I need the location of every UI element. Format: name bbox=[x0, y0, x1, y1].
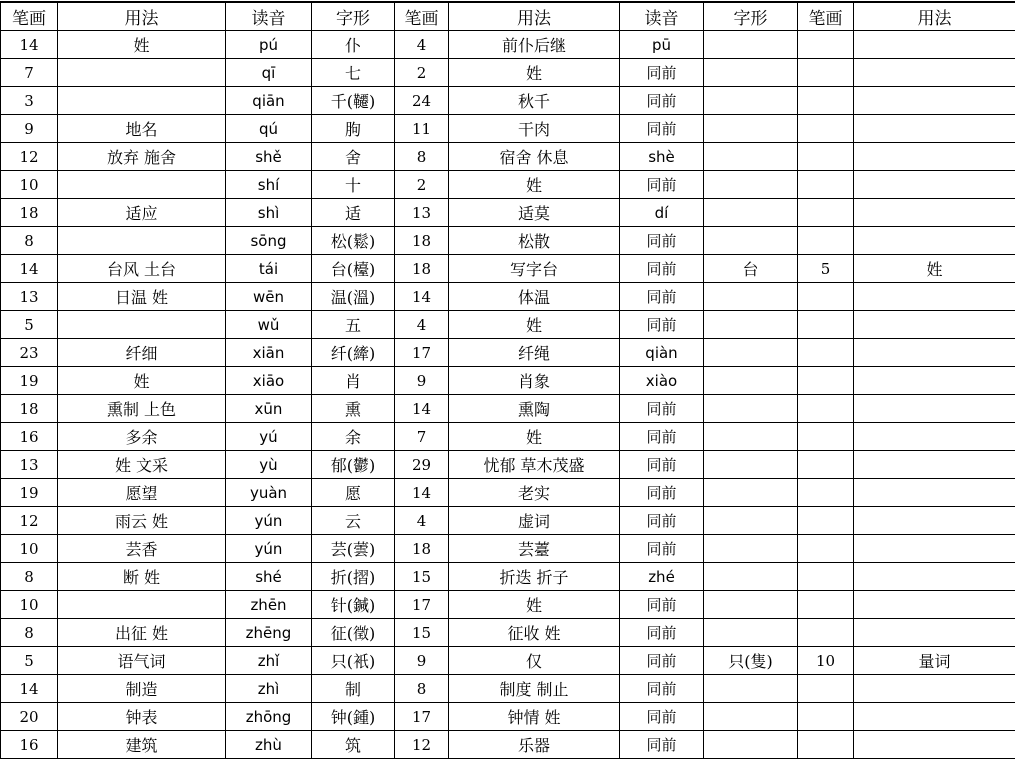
pronunciation-cell: 同前 bbox=[620, 227, 704, 255]
strokes-cell bbox=[798, 199, 854, 227]
glyph-cell bbox=[704, 507, 798, 535]
strokes-cell: 14 bbox=[1, 31, 58, 59]
usage-cell bbox=[854, 507, 1015, 535]
pronunciation-cell: 同前 bbox=[620, 647, 704, 675]
strokes-cell bbox=[798, 535, 854, 563]
strokes-cell bbox=[798, 227, 854, 255]
table-row bbox=[1, 423, 1015, 451]
strokes-cell: 5 bbox=[798, 255, 854, 283]
usage-cell: 多余 bbox=[58, 423, 226, 451]
usage-cell bbox=[854, 563, 1015, 591]
usage-cell: 征收 姓 bbox=[449, 619, 620, 647]
pronunciation-cell: zhǐ bbox=[226, 647, 312, 675]
glyph-cell bbox=[704, 311, 798, 339]
strokes-cell: 8 bbox=[1, 619, 58, 647]
glyph-cell bbox=[704, 563, 798, 591]
usage-cell bbox=[58, 591, 226, 619]
pronunciation-cell: zhì bbox=[226, 675, 312, 703]
usage-cell: 姓 bbox=[854, 255, 1015, 283]
strokes-cell bbox=[798, 451, 854, 479]
pronunciation-cell: tái bbox=[226, 255, 312, 283]
glyph-cell bbox=[704, 591, 798, 619]
pronunciation-cell: 同前 bbox=[620, 311, 704, 339]
strokes-cell: 15 bbox=[395, 619, 449, 647]
table-row bbox=[1, 59, 1015, 87]
header-pronunciation: 读音 bbox=[226, 2, 312, 31]
pronunciation-cell: dí bbox=[620, 199, 704, 227]
usage-cell bbox=[854, 479, 1015, 507]
usage-cell bbox=[854, 31, 1015, 59]
header-glyph: 字形 bbox=[704, 2, 798, 31]
usage-cell: 老实 bbox=[449, 479, 620, 507]
strokes-cell bbox=[798, 479, 854, 507]
usage-cell: 制度 制止 bbox=[449, 675, 620, 703]
pronunciation-cell: shì bbox=[226, 199, 312, 227]
usage-cell bbox=[854, 311, 1015, 339]
strokes-cell: 8 bbox=[1, 227, 58, 255]
usage-cell bbox=[854, 367, 1015, 395]
usage-cell bbox=[854, 143, 1015, 171]
usage-cell: 肖象 bbox=[449, 367, 620, 395]
strokes-cell: 11 bbox=[395, 115, 449, 143]
glyph-cell: 针(鍼) bbox=[312, 591, 395, 619]
usage-cell bbox=[854, 675, 1015, 703]
usage-cell: 雨云 姓 bbox=[58, 507, 226, 535]
glyph-cell: 熏 bbox=[312, 395, 395, 423]
usage-cell bbox=[58, 311, 226, 339]
strokes-cell bbox=[798, 59, 854, 87]
strokes-cell: 10 bbox=[1, 535, 58, 563]
pronunciation-cell: 同前 bbox=[620, 703, 704, 731]
pronunciation-cell: zhōng bbox=[226, 703, 312, 731]
strokes-cell bbox=[798, 563, 854, 591]
usage-cell: 适莫 bbox=[449, 199, 620, 227]
table-row bbox=[1, 535, 1015, 563]
strokes-cell bbox=[798, 339, 854, 367]
usage-cell: 姓 文采 bbox=[58, 451, 226, 479]
glyph-cell bbox=[704, 535, 798, 563]
strokes-cell bbox=[798, 367, 854, 395]
strokes-cell bbox=[798, 591, 854, 619]
usage-cell: 秋千 bbox=[449, 87, 620, 115]
glyph-cell bbox=[704, 675, 798, 703]
strokes-cell: 17 bbox=[395, 591, 449, 619]
glyph-cell: 松(鬆) bbox=[312, 227, 395, 255]
glyph-cell bbox=[704, 619, 798, 647]
glyph-cell: 温(溫) bbox=[312, 283, 395, 311]
pronunciation-cell: 同前 bbox=[620, 479, 704, 507]
pronunciation-cell: sōng bbox=[226, 227, 312, 255]
table-row bbox=[1, 87, 1015, 115]
usage-cell: 语气词 bbox=[58, 647, 226, 675]
strokes-cell: 3 bbox=[1, 87, 58, 115]
usage-cell bbox=[854, 451, 1015, 479]
usage-cell bbox=[854, 395, 1015, 423]
table-row bbox=[1, 367, 1015, 395]
usage-cell: 制造 bbox=[58, 675, 226, 703]
pronunciation-cell: xiào bbox=[620, 367, 704, 395]
strokes-cell: 9 bbox=[395, 367, 449, 395]
pronunciation-cell: wēn bbox=[226, 283, 312, 311]
usage-cell: 出征 姓 bbox=[58, 619, 226, 647]
glyph-cell: 愿 bbox=[312, 479, 395, 507]
strokes-cell: 18 bbox=[395, 535, 449, 563]
strokes-cell: 19 bbox=[1, 479, 58, 507]
table-row bbox=[1, 731, 1015, 759]
pronunciation-cell: shí bbox=[226, 171, 312, 199]
strokes-cell: 8 bbox=[395, 675, 449, 703]
strokes-cell: 12 bbox=[395, 731, 449, 759]
strokes-cell: 9 bbox=[395, 647, 449, 675]
usage-cell: 断 姓 bbox=[58, 563, 226, 591]
table-row bbox=[1, 115, 1015, 143]
header-usage: 用法 bbox=[58, 2, 226, 31]
usage-cell: 姓 bbox=[58, 31, 226, 59]
strokes-cell: 5 bbox=[1, 647, 58, 675]
strokes-cell: 15 bbox=[395, 563, 449, 591]
usage-cell: 纤细 bbox=[58, 339, 226, 367]
usage-cell: 体温 bbox=[449, 283, 620, 311]
pronunciation-cell: 同前 bbox=[620, 423, 704, 451]
glyph-cell: 七 bbox=[312, 59, 395, 87]
pronunciation-cell: pú bbox=[226, 31, 312, 59]
pronunciation-cell: wǔ bbox=[226, 311, 312, 339]
usage-cell bbox=[854, 115, 1015, 143]
usage-cell: 纤绳 bbox=[449, 339, 620, 367]
table-row bbox=[1, 647, 1015, 675]
pronunciation-cell: xiān bbox=[226, 339, 312, 367]
table-row bbox=[1, 507, 1015, 535]
glyph-cell bbox=[704, 143, 798, 171]
glyph-cell bbox=[704, 31, 798, 59]
strokes-cell bbox=[798, 423, 854, 451]
pronunciation-cell: qiàn bbox=[620, 339, 704, 367]
glyph-cell: 征(徵) bbox=[312, 619, 395, 647]
pronunciation-cell: 同前 bbox=[620, 507, 704, 535]
usage-cell: 虚词 bbox=[449, 507, 620, 535]
strokes-cell: 7 bbox=[395, 423, 449, 451]
table-row bbox=[1, 479, 1015, 507]
glyph-cell: 筑 bbox=[312, 731, 395, 759]
pronunciation-cell: xiāo bbox=[226, 367, 312, 395]
usage-cell bbox=[854, 339, 1015, 367]
strokes-cell: 4 bbox=[395, 311, 449, 339]
header-usage: 用法 bbox=[449, 2, 620, 31]
pronunciation-cell: qī bbox=[226, 59, 312, 87]
glyph-cell bbox=[704, 227, 798, 255]
strokes-cell: 10 bbox=[1, 171, 58, 199]
strokes-cell: 2 bbox=[395, 59, 449, 87]
glyph-cell bbox=[704, 59, 798, 87]
strokes-cell: 12 bbox=[1, 507, 58, 535]
usage-cell: 忧郁 草木茂盛 bbox=[449, 451, 620, 479]
strokes-cell bbox=[798, 731, 854, 759]
strokes-cell: 8 bbox=[395, 143, 449, 171]
strokes-cell bbox=[798, 171, 854, 199]
strokes-cell bbox=[798, 703, 854, 731]
strokes-cell: 12 bbox=[1, 143, 58, 171]
strokes-cell bbox=[798, 31, 854, 59]
strokes-cell: 4 bbox=[395, 31, 449, 59]
pronunciation-cell: 同前 bbox=[620, 87, 704, 115]
usage-cell: 姓 bbox=[449, 591, 620, 619]
usage-cell bbox=[854, 227, 1015, 255]
usage-cell: 钟情 姓 bbox=[449, 703, 620, 731]
usage-cell bbox=[854, 199, 1015, 227]
glyph-cell: 云 bbox=[312, 507, 395, 535]
strokes-cell: 14 bbox=[395, 395, 449, 423]
glyph-cell bbox=[704, 451, 798, 479]
usage-cell: 日温 姓 bbox=[58, 283, 226, 311]
usage-cell: 姓 bbox=[449, 59, 620, 87]
usage-cell bbox=[854, 535, 1015, 563]
glyph-cell: 肖 bbox=[312, 367, 395, 395]
glyph-cell bbox=[704, 367, 798, 395]
pronunciation-cell: 同前 bbox=[620, 451, 704, 479]
character-table bbox=[0, 1, 1015, 759]
strokes-cell: 5 bbox=[1, 311, 58, 339]
glyph-cell: 台 bbox=[704, 255, 798, 283]
usage-cell: 折迭 折子 bbox=[449, 563, 620, 591]
header-pronunciation: 读音 bbox=[620, 2, 704, 31]
glyph-cell bbox=[704, 283, 798, 311]
strokes-cell: 17 bbox=[395, 703, 449, 731]
glyph-cell bbox=[704, 703, 798, 731]
pronunciation-cell: 同前 bbox=[620, 283, 704, 311]
table-row bbox=[1, 227, 1015, 255]
glyph-cell bbox=[704, 87, 798, 115]
usage-cell: 熏制 上色 bbox=[58, 395, 226, 423]
strokes-cell: 10 bbox=[1, 591, 58, 619]
strokes-cell: 16 bbox=[1, 423, 58, 451]
table-row bbox=[1, 311, 1015, 339]
glyph-cell: 仆 bbox=[312, 31, 395, 59]
pronunciation-cell: 同前 bbox=[620, 675, 704, 703]
pronunciation-cell: yú bbox=[226, 423, 312, 451]
usage-cell: 姓 bbox=[449, 171, 620, 199]
usage-cell: 量词 bbox=[854, 647, 1015, 675]
glyph-cell: 适 bbox=[312, 199, 395, 227]
glyph-cell: 芸(蕓) bbox=[312, 535, 395, 563]
usage-cell bbox=[854, 59, 1015, 87]
glyph-cell: 余 bbox=[312, 423, 395, 451]
strokes-cell: 7 bbox=[1, 59, 58, 87]
glyph-cell: 只(隻) bbox=[704, 647, 798, 675]
strokes-cell: 20 bbox=[1, 703, 58, 731]
table-row bbox=[1, 283, 1015, 311]
pronunciation-cell: shè bbox=[620, 143, 704, 171]
table-row bbox=[1, 339, 1015, 367]
strokes-cell: 13 bbox=[395, 199, 449, 227]
usage-cell: 姓 bbox=[449, 311, 620, 339]
strokes-cell: 18 bbox=[395, 227, 449, 255]
usage-cell bbox=[58, 59, 226, 87]
strokes-cell: 14 bbox=[395, 479, 449, 507]
usage-cell: 写字台 bbox=[449, 255, 620, 283]
glyph-cell: 朐 bbox=[312, 115, 395, 143]
glyph-cell: 舍 bbox=[312, 143, 395, 171]
pronunciation-cell: shě bbox=[226, 143, 312, 171]
glyph-cell bbox=[704, 731, 798, 759]
pronunciation-cell: pū bbox=[620, 31, 704, 59]
usage-cell: 芸香 bbox=[58, 535, 226, 563]
strokes-cell bbox=[798, 507, 854, 535]
pronunciation-cell: 同前 bbox=[620, 731, 704, 759]
strokes-cell: 23 bbox=[1, 339, 58, 367]
strokes-cell: 24 bbox=[395, 87, 449, 115]
usage-cell bbox=[854, 283, 1015, 311]
pronunciation-cell: 同前 bbox=[620, 535, 704, 563]
strokes-cell bbox=[798, 675, 854, 703]
pronunciation-cell: qiān bbox=[226, 87, 312, 115]
strokes-cell: 18 bbox=[1, 395, 58, 423]
pronunciation-cell: yún bbox=[226, 535, 312, 563]
strokes-cell: 2 bbox=[395, 171, 449, 199]
strokes-cell: 4 bbox=[395, 507, 449, 535]
usage-cell: 放弃 施舍 bbox=[58, 143, 226, 171]
pronunciation-cell: 同前 bbox=[620, 59, 704, 87]
table-row bbox=[1, 619, 1015, 647]
pronunciation-cell: yù bbox=[226, 451, 312, 479]
glyph-cell bbox=[704, 395, 798, 423]
strokes-cell bbox=[798, 143, 854, 171]
usage-cell: 姓 bbox=[449, 423, 620, 451]
glyph-cell: 五 bbox=[312, 311, 395, 339]
pronunciation-cell: zhēng bbox=[226, 619, 312, 647]
strokes-cell: 14 bbox=[1, 675, 58, 703]
table-row bbox=[1, 255, 1015, 283]
usage-cell bbox=[58, 87, 226, 115]
table-row bbox=[1, 591, 1015, 619]
glyph-cell: 折(摺) bbox=[312, 563, 395, 591]
usage-cell: 钟表 bbox=[58, 703, 226, 731]
glyph-cell bbox=[704, 339, 798, 367]
strokes-cell: 9 bbox=[1, 115, 58, 143]
strokes-cell bbox=[798, 619, 854, 647]
usage-cell: 松散 bbox=[449, 227, 620, 255]
strokes-cell: 17 bbox=[395, 339, 449, 367]
strokes-cell: 8 bbox=[1, 563, 58, 591]
glyph-cell: 制 bbox=[312, 675, 395, 703]
strokes-cell bbox=[798, 87, 854, 115]
strokes-cell: 29 bbox=[395, 451, 449, 479]
pronunciation-cell: zhēn bbox=[226, 591, 312, 619]
usage-cell bbox=[854, 591, 1015, 619]
usage-cell: 芸薹 bbox=[449, 535, 620, 563]
table-row bbox=[1, 451, 1015, 479]
glyph-cell bbox=[704, 171, 798, 199]
glyph-cell bbox=[704, 115, 798, 143]
glyph-cell: 郁(鬱) bbox=[312, 451, 395, 479]
header-strokes: 笔画 bbox=[1, 2, 58, 31]
glyph-cell: 纤(縴) bbox=[312, 339, 395, 367]
usage-cell: 适应 bbox=[58, 199, 226, 227]
strokes-cell: 13 bbox=[1, 451, 58, 479]
pronunciation-cell: zhù bbox=[226, 731, 312, 759]
strokes-cell: 18 bbox=[1, 199, 58, 227]
strokes-cell: 19 bbox=[1, 367, 58, 395]
header-strokes: 笔画 bbox=[798, 2, 854, 31]
usage-cell bbox=[854, 423, 1015, 451]
strokes-cell bbox=[798, 395, 854, 423]
header-glyph: 字形 bbox=[312, 2, 395, 31]
usage-cell: 前仆后继 bbox=[449, 31, 620, 59]
usage-cell bbox=[58, 227, 226, 255]
usage-cell: 干肉 bbox=[449, 115, 620, 143]
usage-cell bbox=[854, 619, 1015, 647]
header-strokes: 笔画 bbox=[395, 2, 449, 31]
usage-cell bbox=[854, 87, 1015, 115]
pronunciation-cell: 同前 bbox=[620, 395, 704, 423]
pronunciation-cell: yún bbox=[226, 507, 312, 535]
pronunciation-cell: 同前 bbox=[620, 171, 704, 199]
strokes-cell: 14 bbox=[1, 255, 58, 283]
pronunciation-cell: 同前 bbox=[620, 255, 704, 283]
header-usage: 用法 bbox=[854, 2, 1015, 31]
glyph-cell bbox=[704, 479, 798, 507]
table-row bbox=[1, 171, 1015, 199]
usage-cell bbox=[854, 703, 1015, 731]
glyph-cell: 台(檯) bbox=[312, 255, 395, 283]
glyph-cell: 钟(鍾) bbox=[312, 703, 395, 731]
table-row bbox=[1, 31, 1015, 59]
usage-cell bbox=[854, 731, 1015, 759]
pronunciation-cell: qú bbox=[226, 115, 312, 143]
pronunciation-cell: 同前 bbox=[620, 619, 704, 647]
usage-cell: 地名 bbox=[58, 115, 226, 143]
usage-cell: 建筑 bbox=[58, 731, 226, 759]
strokes-cell: 14 bbox=[395, 283, 449, 311]
glyph-cell: 千(韆) bbox=[312, 87, 395, 115]
table-row bbox=[1, 563, 1015, 591]
glyph-cell: 十 bbox=[312, 171, 395, 199]
glyph-cell bbox=[704, 423, 798, 451]
table-row bbox=[1, 143, 1015, 171]
strokes-cell: 16 bbox=[1, 731, 58, 759]
usage-cell: 乐器 bbox=[449, 731, 620, 759]
pronunciation-cell: shé bbox=[226, 563, 312, 591]
glyph-cell bbox=[704, 199, 798, 227]
usage-cell: 愿望 bbox=[58, 479, 226, 507]
pronunciation-cell: 同前 bbox=[620, 115, 704, 143]
usage-cell: 熏陶 bbox=[449, 395, 620, 423]
strokes-cell: 13 bbox=[1, 283, 58, 311]
strokes-cell bbox=[798, 283, 854, 311]
usage-cell bbox=[854, 171, 1015, 199]
pronunciation-cell: xūn bbox=[226, 395, 312, 423]
strokes-cell bbox=[798, 115, 854, 143]
usage-cell: 宿舍 休息 bbox=[449, 143, 620, 171]
glyph-cell: 只(衹) bbox=[312, 647, 395, 675]
pronunciation-cell: 同前 bbox=[620, 591, 704, 619]
table-row bbox=[1, 395, 1015, 423]
strokes-cell bbox=[798, 311, 854, 339]
strokes-cell: 18 bbox=[395, 255, 449, 283]
table-body bbox=[1, 31, 1015, 759]
usage-cell: 仅 bbox=[449, 647, 620, 675]
usage-cell: 台风 土台 bbox=[58, 255, 226, 283]
table-row bbox=[1, 675, 1015, 703]
table-row bbox=[1, 199, 1015, 227]
header-row bbox=[1, 2, 1015, 31]
strokes-cell: 10 bbox=[798, 647, 854, 675]
pronunciation-cell: zhé bbox=[620, 563, 704, 591]
usage-cell bbox=[58, 171, 226, 199]
table-row bbox=[1, 703, 1015, 731]
pronunciation-cell: yuàn bbox=[226, 479, 312, 507]
usage-cell: 姓 bbox=[58, 367, 226, 395]
